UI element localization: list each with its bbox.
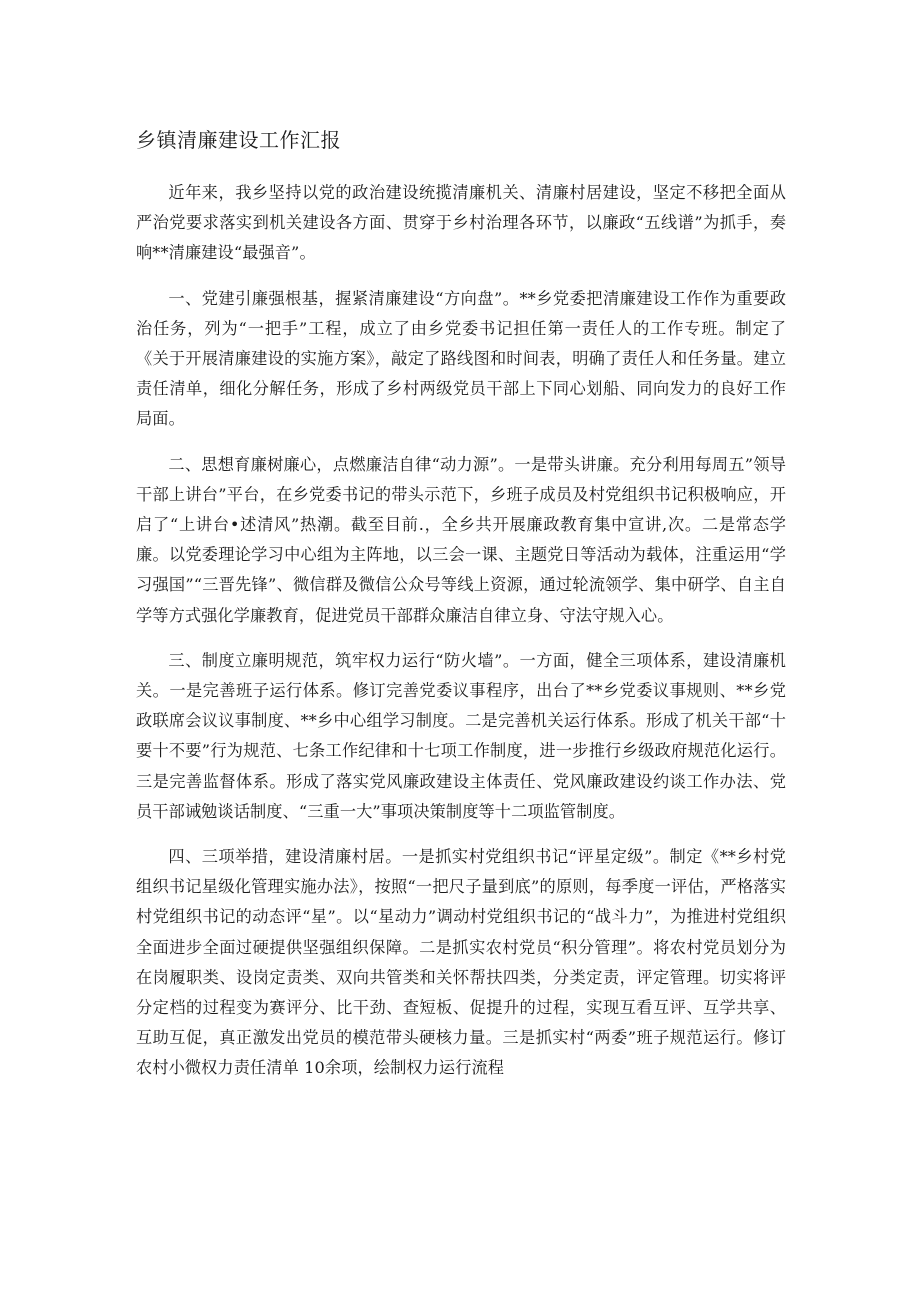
paragraph-section-4: 四、三项举措，建设清廉村居。一是抓实村党组织书记“评星定级”。制定《**乡村党组织书记星级化管理实施办法》，按照“一把尺子量到底”的原则，每季度一评估，严格落实村党组织书记的动态评“星”。以“星动力”调动村党组织书记的“战斗力”，为推进村党组织全面进步全面过硬提供坚强组织保障。二是抓实农村党员“积分管理”。将农村党员划分为在岗履职类、设岗定责类、双向共管类和关怀帮扶四类，分类定责，评定管理。切实将评分定档的过程变为赛评分、比干劲、查短板、促提升的过程，实现互看互评、互学共享、互助互促，真正激发出党员的模范带头硬核力量。三是抓实村“两委”班子规范运行。修订农村小微权力责任清单 10余项，绘制权力运行流程 — [136, 847, 786, 1078]
document-body — [136, 178, 786, 1099]
document-title: 乡镇清廉建设工作汇报 — [136, 128, 341, 152]
paragraph-section-1: 一、党建引廉强根基，握紧清廉建设“方向盘”。**乡党委把清廉建设工作作为重要政治任务，列为“一把手”工程，成立了由乡党委书记担任第一责任人的工作专班。制定了《关于开展清廉建设的实施方案》，敲定了路线图和时间表，明确了责任人和任务量。建立责任清单，细化分解任务，形成了乡村两级党员干部上下同心划船、同向发力的良好工作局面。 — [136, 288, 786, 429]
paragraph-section-3: 三、制度立廉明规范，筑牢权力运行“防火墙”。一方面，健全三项体系，建设清廉机关。一是完善班子运行体系。修订完善党委议事程序，出台了**乡党委议事规则、**乡党政联席会议议事制度、**乡中心组学习制度。二是完善机关运行体系。形成了机关干部“十要十不要”行为规范、七条工作纪律和十七项工作制度，进一步推行乡级政府规范化运行。三是完善监督体系。形成了落实党风廉政建设主体责任、党风廉政建设约谈工作办法、党员干部诫勉谈话制度、“三重一大”事项决策制度等十二项监管制度。 — [136, 650, 786, 821]
paragraph-section-2: 二、思想育廉树廉心，点燃廉洁自律“动力源”。一是带头讲廉。充分利用每周五”领导干部上讲台”平台，在乡党委书记的带头示范下，乡班子成员及村党组织书记积极响应，开启了“上讲台•述清风”热潮。截至目前.，全乡共开展廉政教育集中宣讲,次。二是常态学廉。以党委理论学习中心组为主阵地，以三会一课、主题党日等活动为载体，注重运用“学习强国”“三晋先锋”、微信群及微信公众号等线上资源，通过轮流领学、集中研学、自主自学等方式强化学廉教育，促进党员干部群众廉洁自律立身、守法守规入心。 — [136, 454, 786, 625]
paragraph-intro: 近年来，我乡坚持以党的政治建设统揽清廉机关、清廉村居建设，坚定不移把全面从严治党要求落实到机关建设各方面、贯穿于乡村治理各环节，以廉政“五线谱”为抓手，奏响**清廉建设“最强音”。 — [136, 183, 786, 263]
